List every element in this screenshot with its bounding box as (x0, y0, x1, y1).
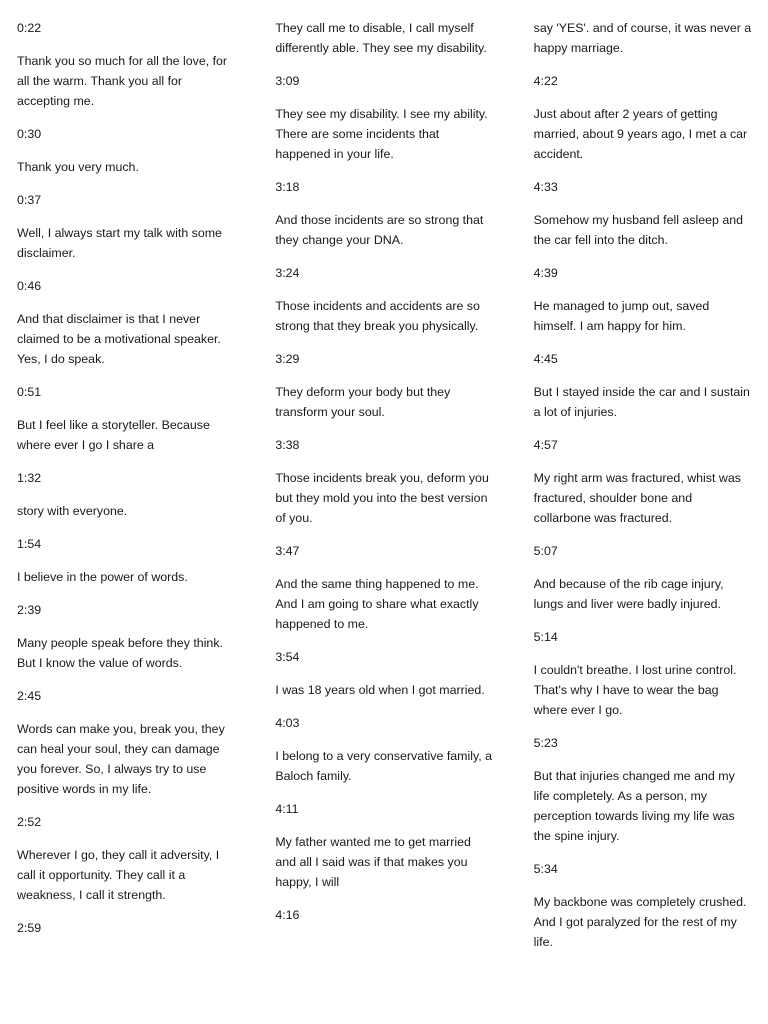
transcript-entry (17, 468, 235, 521)
transcript-entry (17, 18, 235, 111)
timestamp: 2:59 (17, 921, 42, 935)
timestamp: 3:47 (275, 544, 300, 558)
timestamp: 5:34 (533, 862, 558, 876)
transcript-text: And those incidents are so strong that they change your DNA. (275, 213, 484, 247)
transcript-entry (534, 263, 752, 336)
transcript-text: Thank you very much. (17, 160, 139, 174)
transcript-text: But that injuries changed me and my life completely. As a person, my perception towards living my life was the spine injury. (533, 769, 735, 843)
transcript-text: Wherever I go, they call it adversity, I call it opportunity. They call it a weakness, I call it strength. (17, 848, 220, 902)
transcript-text: Words can make you, break you, they can heal your soul, they can damage you forever. So, I always try to use positive words in my life. (17, 722, 225, 796)
transcript-text: Just about after 2 years of getting married, about 9 years ago, I met a car accident. (533, 107, 748, 161)
timestamp: 3:24 (275, 266, 300, 280)
transcript-text: They call me to disable, I call myself differently able. They see my disability. (275, 21, 487, 55)
timestamp: 0:22 (17, 21, 42, 35)
transcript-text: I couldn't breathe. I lost urine control. That's why I have to wear the bag where ever I go. (533, 663, 737, 717)
transcript-entry (534, 349, 752, 422)
transcript-entry (275, 177, 493, 250)
timestamp: 4:11 (275, 802, 299, 816)
transcript-entry (17, 600, 235, 673)
timestamp: 1:54 (17, 537, 42, 551)
timestamp: 4:16 (275, 908, 300, 922)
timestamp: 0:46 (17, 279, 42, 293)
transcript-entry (17, 534, 235, 587)
timestamp: 0:51 (17, 385, 42, 399)
transcript-entry (275, 349, 493, 422)
transcript-entry (275, 541, 493, 634)
transcript-text: My backbone was completely crushed. And I got paralyzed for the rest of my life. (533, 895, 747, 949)
transcript-text: story with everyone. (17, 504, 128, 518)
transcript-text: Those incidents break you, deform you but they mold you into the best version of you. (275, 471, 489, 525)
transcript-text: I believe in the power of words. (17, 570, 188, 584)
timestamp: 2:39 (17, 603, 42, 617)
transcript-entry (17, 190, 235, 263)
timestamp: 4:22 (533, 74, 558, 88)
transcript-column-3 (534, 18, 752, 965)
timestamp: 2:52 (17, 815, 42, 829)
timestamp: 5:14 (533, 630, 558, 644)
transcript-entry (534, 859, 752, 952)
transcript-column-2 (275, 18, 493, 938)
transcript-text: And the same thing happened to me. And I am going to share what exactly happened to me. (275, 577, 479, 631)
transcript-text: I belong to a very conservative family, a Baloch family. (275, 749, 493, 783)
transcript-text: Somehow my husband fell asleep and the car fell into the ditch. (533, 213, 744, 247)
transcript-text: Many people speak before they think. But I know the value of words. (17, 636, 223, 670)
transcript-text: Well, I always start my talk with some disclaimer. (17, 226, 222, 260)
transcript-text: They deform your body but they transform your soul. (275, 385, 451, 419)
timestamp: 4:39 (533, 266, 558, 280)
transcript-entry (534, 71, 752, 164)
transcript-entry (275, 263, 493, 336)
transcript-entry (275, 71, 493, 164)
transcript-columns (17, 18, 752, 965)
transcript-entry (275, 713, 493, 786)
transcript-entry (275, 799, 493, 892)
transcript-entry (17, 812, 235, 905)
transcript-entry (534, 18, 752, 58)
timestamp: 1:32 (17, 471, 42, 485)
transcript-text: say 'YES'. and of course, it was never a happy marriage. (533, 21, 752, 55)
transcript-entry (17, 124, 235, 177)
transcript-entry (534, 541, 752, 614)
transcript-entry (534, 733, 752, 846)
transcript-entry (275, 18, 493, 58)
transcript-text: And that disclaimer is that I never claimed to be a motivational speaker. Yes, I do speak. (17, 312, 221, 366)
timestamp: 3:54 (275, 650, 300, 664)
transcript-entry (17, 686, 235, 799)
timestamp: 5:07 (533, 544, 558, 558)
timestamp: 3:38 (275, 438, 300, 452)
timestamp: 5:23 (533, 736, 558, 750)
transcript-text: I was 18 years old when I got married. (275, 683, 485, 697)
transcript-text: But I stayed inside the car and I sustain a lot of injuries. (533, 385, 750, 419)
transcript-entry (534, 177, 752, 250)
timestamp: 0:30 (17, 127, 42, 141)
timestamp: 4:33 (533, 180, 558, 194)
transcript-text: My right arm was fractured, whist was fractured, shoulder bone and collarbone was fractured. (533, 471, 741, 525)
timestamp: 4:03 (275, 716, 300, 730)
transcript-text: And because of the rib cage injury, lungs and liver were badly injured. (533, 577, 724, 611)
transcript-text: Those incidents and accidents are so strong that they break you physically. (275, 299, 480, 333)
transcript-text: My father wanted me to get married and all I said was if that makes you happy, I will (275, 835, 471, 889)
transcript-entry (275, 435, 493, 528)
transcript-entry (534, 435, 752, 528)
transcript-text: He managed to jump out, saved himself. I am happy for him. (533, 299, 710, 333)
timestamp: 4:57 (533, 438, 558, 452)
transcript-entry (17, 382, 235, 455)
transcript-text: They see my disability. I see my ability. There are some incidents that happened in your life. (275, 107, 488, 161)
transcript-entry (275, 905, 493, 925)
timestamp: 0:37 (17, 193, 42, 207)
timestamp: 3:18 (275, 180, 300, 194)
transcript-column-1 (17, 18, 235, 951)
transcript-text: Thank you so much for all the love, for all the warm. Thank you all for accepting me. (17, 54, 228, 108)
timestamp: 2:45 (17, 689, 42, 703)
transcript-entry (17, 918, 235, 938)
timestamp: 4:45 (533, 352, 558, 366)
transcript-entry (534, 627, 752, 720)
timestamp: 3:09 (275, 74, 300, 88)
transcript-text: But I feel like a storyteller. Because where ever I go I share a (17, 418, 210, 452)
transcript-entry (17, 276, 235, 369)
timestamp: 3:29 (275, 352, 300, 366)
transcript-entry (275, 647, 493, 700)
